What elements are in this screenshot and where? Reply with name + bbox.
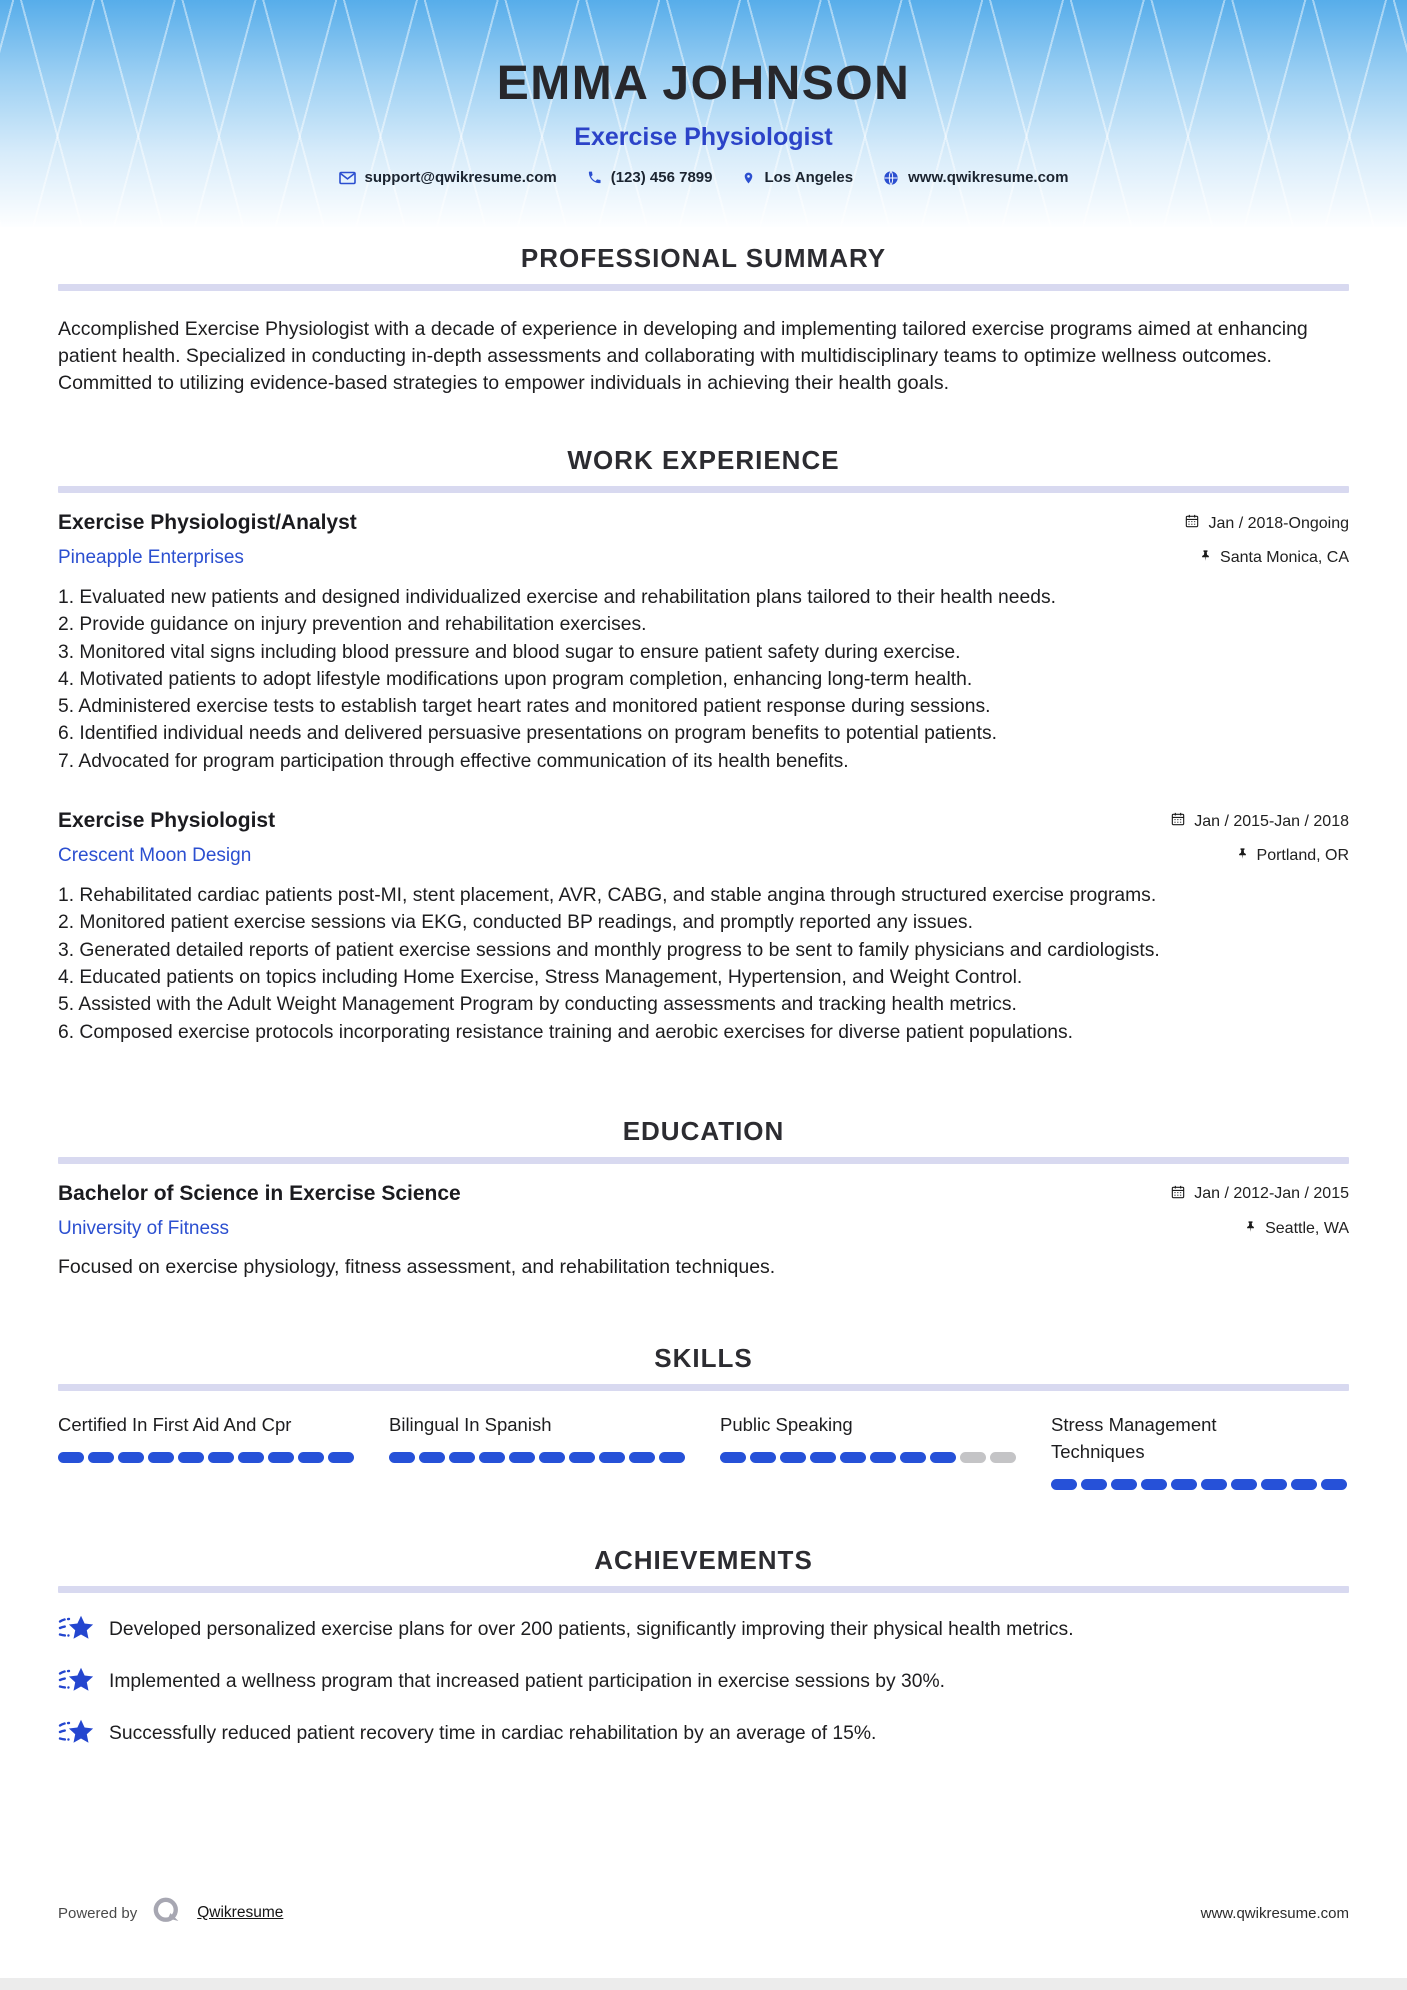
skill-level-bar (389, 1452, 685, 1463)
skill-name: Stress Management Techniques (1051, 1413, 1217, 1462)
section-heading: WORK EXPERIENCE (567, 445, 840, 475)
achievement-text: Successfully reduced patient recovery time in cardiac rehabilitation by an average of 15%. (109, 1723, 877, 1745)
bullet-item: 1. Evaluated new patients and designed individualized exercise and rehabilitation plans tailored to their health needs. (58, 587, 1056, 608)
bullet-item: 6. Identified individual needs and delivered persuasive presentations on program benefits to potential patients. (58, 723, 997, 745)
skill-item (720, 1411, 1016, 1490)
skill-segment-filled (930, 1452, 956, 1463)
skill-segment-filled (58, 1452, 84, 1463)
section-skills (58, 1343, 1349, 1490)
skill-segment-filled (659, 1452, 685, 1463)
education-entry (58, 1182, 1349, 1281)
skill-segment-filled (720, 1452, 746, 1463)
skill-segment-filled (419, 1452, 445, 1463)
header-banner (0, 0, 1407, 227)
section-heading: ACHIEVEMENTS (594, 1544, 813, 1575)
skill-segment-filled (449, 1452, 475, 1463)
skill-segment-filled (268, 1452, 294, 1463)
skill-segment-filled (208, 1452, 234, 1463)
skill-segment-filled (870, 1452, 896, 1463)
job-dates (1170, 811, 1349, 832)
skill-segment-filled (1081, 1479, 1107, 1490)
calendar-icon (1170, 811, 1186, 832)
school-name: University of Fitness (58, 1217, 230, 1239)
skill-segment-filled (238, 1452, 264, 1463)
job-location (1236, 846, 1349, 866)
section-divider (58, 284, 1349, 291)
skill-segment-filled (1171, 1479, 1197, 1490)
skills-grid (58, 1411, 1349, 1490)
skill-level-bar (720, 1452, 1016, 1463)
pushpin-icon (1244, 1219, 1257, 1239)
achievement-item (58, 1665, 1349, 1700)
section-heading: SKILLS (654, 1342, 753, 1373)
section-professional-summary (58, 243, 1349, 397)
section-heading: PROFESSIONAL SUMMARY (520, 243, 887, 273)
bullet-item: 2. Provide guidance on injury prevention and rehabilitation exercises. (58, 614, 647, 636)
job-title: Exercise Physiologist (58, 809, 276, 833)
bullet-item: 1. Rehabilitated cardiac patients post-MI, stent placement, AVR, CABG, and stable angina through structured exercise programs. (58, 885, 1157, 907)
skill-segment-filled (389, 1452, 415, 1463)
bullet-item: 6. Composed exercise protocols incorporating resistance training and aerobic exercises for diverse patient populations. (58, 1021, 1073, 1043)
bullet-item: 5. Administered exercise tests to establish target heart rates and monitored patient response during sessions. (58, 696, 991, 718)
contact-website-text: www.qwikresume.com (908, 169, 1069, 186)
contact-email[interactable] (339, 169, 557, 186)
powered-by-block (58, 1894, 283, 1933)
job-company: Pineapple Enterprises (58, 547, 244, 568)
contact-location (742, 169, 853, 186)
contact-phone-text: (123) 456 7899 (610, 169, 713, 186)
section-divider (58, 1157, 1349, 1164)
education-dates-text: Jan / 2012-Jan / 2015 (1194, 1185, 1349, 1203)
contact-email-text: support@qwikresume.com (364, 169, 557, 186)
location-pin-icon (742, 170, 755, 186)
skill-segment-filled (599, 1452, 625, 1463)
skill-level-bar (58, 1452, 354, 1463)
resume-body (0, 243, 1407, 1752)
job-dates-text: Jan / 2018-Ongoing (1208, 514, 1349, 532)
skill-segment-filled (298, 1452, 324, 1463)
shooting-star-icon (58, 1665, 94, 1700)
skill-segment-filled (118, 1452, 144, 1463)
achievement-list (58, 1613, 1349, 1752)
skill-item (58, 1411, 354, 1490)
skill-segment-filled (539, 1452, 565, 1463)
bullet-item: 4. Motivated patients to adopt lifestyle modifications upon program completion, enhancing long-term health. (58, 668, 973, 690)
degree-title: Bachelor of Science in Exercise Science (58, 1181, 461, 1205)
skill-segment-filled (1261, 1479, 1287, 1490)
job-bullet-list (58, 584, 1349, 775)
skill-segment-filled (88, 1452, 114, 1463)
skill-name: Public Speaking (720, 1413, 853, 1435)
summary-paragraph: Accomplished Exercise Physiologist with a decade of experience in developing and implementing tailored exercise programs aimed at enhancing patient health. Specialized in conducting in-depth assessments and collaborating with multidisciplinary teams to optimize wellness outcomes. Committed to utilizing evidence-based strategies to empower individuals in achieving their health goals. (58, 318, 1308, 394)
person-name: EMMA JOHNSON (496, 57, 911, 110)
education-description: Focused on exercise physiology, fitness assessment, and rehabilitation techniques. (58, 1255, 776, 1278)
skill-segment-empty (990, 1452, 1016, 1463)
skill-segment-filled (780, 1452, 806, 1463)
job-location-text: Portland, OR (1256, 847, 1349, 865)
skill-segment-filled (328, 1452, 354, 1463)
skill-segment-filled (148, 1452, 174, 1463)
phone-icon (587, 170, 602, 185)
calendar-icon (1170, 1184, 1186, 1205)
skill-name: Bilingual In Spanish (389, 1413, 552, 1435)
skill-segment-filled (810, 1452, 836, 1463)
skill-segment-filled (1111, 1479, 1137, 1490)
skill-item (1051, 1411, 1347, 1490)
skill-segment-filled (1231, 1479, 1257, 1490)
skill-segment-filled (479, 1452, 505, 1463)
globe-icon (883, 170, 899, 186)
skill-segment-filled (509, 1452, 535, 1463)
education-location-text: Seattle, WA (1265, 1219, 1349, 1237)
achievement-text: Developed personalized exercise plans for over 200 patients, significantly improving their physical health metrics. (109, 1619, 1074, 1641)
job-entry (58, 511, 1349, 775)
job-location (1199, 548, 1349, 568)
skill-segment-filled (1321, 1479, 1347, 1490)
job-title: Exercise Physiologist/Analyst (58, 511, 357, 534)
bullet-item: 7. Advocated for program participation through effective communication of its health benefits. (58, 750, 849, 772)
skill-item (389, 1411, 685, 1490)
skill-segment-filled (750, 1452, 776, 1463)
job-company: Crescent Moon Design (58, 845, 252, 867)
job-dates-text: Jan / 2015-Jan / 2018 (1194, 812, 1349, 830)
contact-website[interactable] (883, 169, 1068, 186)
skill-level-bar (1051, 1479, 1347, 1490)
section-divider (58, 1586, 1349, 1593)
qwikresume-q-icon (150, 1894, 184, 1933)
section-achievements (58, 1545, 1349, 1752)
contact-row (0, 169, 1407, 186)
skill-segment-filled (840, 1452, 866, 1463)
skill-segment-filled (1141, 1479, 1167, 1490)
skill-name: Certified In First Aid And Cpr (58, 1413, 292, 1435)
education-location (1244, 1219, 1349, 1239)
shooting-star-icon (58, 1717, 94, 1752)
contact-phone[interactable] (587, 169, 713, 186)
section-education (58, 1116, 1349, 1281)
contact-location-text: Los Angeles (764, 169, 854, 186)
calendar-icon (1184, 513, 1200, 534)
bullet-item: 5. Assisted with the Adult Weight Management Program by conducting assessments and tracking health metrics. (58, 994, 1017, 1016)
skill-segment-empty (960, 1452, 986, 1463)
achievement-text: Implemented a wellness program that increased patient participation in exercise sessions by 30%. (109, 1671, 945, 1693)
job-entry (58, 809, 1349, 1046)
page-footer (58, 1893, 1349, 1933)
skill-segment-filled (1051, 1479, 1077, 1490)
bullet-item: 2. Monitored patient exercise sessions via EKG, conducted BP readings, and promptly reported any issues. (58, 912, 973, 934)
skill-segment-filled (900, 1452, 926, 1463)
skill-segment-filled (569, 1452, 595, 1463)
pushpin-icon (1199, 548, 1212, 568)
section-divider (58, 486, 1349, 493)
bullet-item: 4. Educated patients on topics including Home Exercise, Stress Management, Hypertension, and Weight Control. (58, 966, 1023, 988)
envelope-icon (339, 171, 356, 185)
section-heading: EDUCATION (622, 1115, 785, 1146)
person-job-title: Exercise Physiologist (574, 123, 833, 151)
skill-segment-filled (1291, 1479, 1317, 1490)
job-bullet-list (58, 882, 1349, 1046)
skill-segment-filled (178, 1452, 204, 1463)
skill-segment-filled (1201, 1479, 1227, 1490)
section-work-experience (58, 445, 1349, 1046)
pushpin-icon (1236, 846, 1249, 866)
bullet-item: 3. Monitored vital signs including blood pressure and blood sugar to ensure patient safety during exercise. (58, 641, 961, 663)
job-dates (1184, 513, 1349, 534)
achievement-item (58, 1717, 1349, 1752)
powered-by-label: Powered by (58, 1904, 138, 1922)
skill-segment-filled (629, 1452, 655, 1463)
job-location-text: Santa Monica, CA (1220, 549, 1349, 566)
education-dates (1170, 1184, 1349, 1205)
qwikresume-link[interactable]: Qwikresume (197, 1904, 284, 1921)
shooting-star-icon (58, 1613, 94, 1648)
page-bottom-strip (0, 1978, 1407, 1990)
section-divider (58, 1384, 1349, 1391)
achievement-item (58, 1613, 1349, 1648)
footer-website[interactable]: www.qwikresume.com (1200, 1904, 1349, 1922)
bullet-item: 3. Generated detailed reports of patient exercise sessions and monthly progress to be sent to family physicians and cardiologists. (58, 939, 1160, 961)
